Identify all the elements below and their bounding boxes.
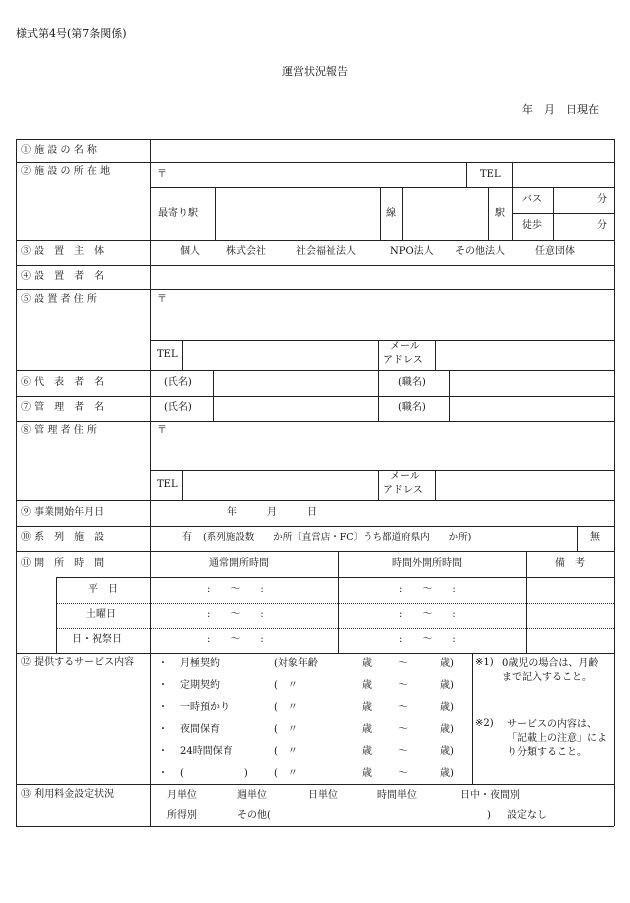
saturday-extra-time: : 〜 :: [399, 609, 456, 620]
walk-minutes: 分: [597, 220, 607, 231]
weekday-regular-time: : 〜 :: [207, 584, 264, 595]
fee-income-based[interactable]: 所得別: [167, 810, 197, 821]
service-sai: 歳: [362, 724, 372, 735]
fee-monthly[interactable]: 月単位: [167, 790, 197, 801]
form-number: 様式第4号(第7条関係): [16, 27, 127, 40]
label-facility-name: ① 施 設 の 名 称: [21, 145, 97, 156]
founder-option-npo[interactable]: NPO法人: [390, 246, 434, 257]
holiday-regular-time: : 〜 :: [207, 634, 264, 645]
service-bullet: ・: [158, 768, 168, 779]
tel-label: TEL: [480, 169, 501, 180]
founder-mail-label-1: メール: [390, 341, 420, 352]
service-tilde: 〜: [398, 658, 408, 669]
label-founder-address: ⑤ 設 置 者 住 所: [21, 294, 97, 305]
note1-text: 0歳児の場合は、月齢まで記入すること。: [502, 658, 599, 683]
bus-label: バス: [522, 194, 542, 205]
note2-text: サービスの内容は、「記載上の注意」により分類すること。: [507, 719, 607, 758]
service-sai2: 歳): [440, 724, 454, 735]
label-representative: ⑥ 代 表 者 名: [21, 377, 105, 388]
label-fee-settings: ⑬ 利用料金設定状況: [21, 789, 115, 800]
affiliated-detail: (系列施設数 か所〔直営店・FC〕うち都道府県内 か所): [203, 532, 472, 543]
service-sai: 歳: [362, 768, 372, 779]
manager-tel-label: TEL: [157, 479, 178, 490]
service-sai2: 歳): [440, 658, 454, 669]
founder-option-individual[interactable]: 個人: [180, 246, 200, 257]
service-name: 定期契約: [180, 680, 220, 691]
label-start-date: ⑨ 事業開始年月日: [21, 507, 105, 518]
service-name: ( ): [180, 768, 248, 779]
service-bullet: ・: [158, 724, 168, 735]
service-bullet: ・: [158, 658, 168, 669]
service-tilde: 〜: [398, 746, 408, 757]
fee-weekly[interactable]: 週単位: [237, 790, 267, 801]
label-services: ⑫ 提供するサービス内容: [21, 657, 135, 668]
founder-option-corporation[interactable]: 株式会社: [226, 246, 266, 257]
affiliated-yes[interactable]: 有: [182, 532, 192, 543]
manager-name-label: (氏名): [164, 402, 192, 413]
label-founder-name: ④ 設 置 者 名: [21, 271, 105, 282]
service-sai: 歳: [362, 658, 372, 669]
manager-postal-mark: 〒: [157, 425, 167, 436]
nearest-station-label: 最寄り駅: [158, 208, 198, 219]
service-name: 夜間保育: [180, 724, 220, 735]
service-tilde: 〜: [398, 680, 408, 691]
start-date-value: 年 月 日: [227, 507, 317, 518]
service-age: ( 〃: [274, 680, 298, 691]
service-age: ( 〃: [274, 724, 298, 735]
founder-mail-label-2: アドレス: [383, 355, 423, 366]
service-bullet: ・: [158, 702, 168, 713]
founder-option-other[interactable]: その他法人: [455, 246, 505, 257]
bus-minutes: 分: [597, 194, 607, 205]
weekday-extra-time: : 〜 :: [399, 584, 456, 595]
postal-mark: 〒: [157, 169, 167, 180]
service-sai2: 歳): [440, 746, 454, 757]
label-manager-address: ⑧ 管 理 者 住 所: [21, 425, 97, 436]
label-facility-address: ② 施 設 の 所 在 地: [21, 166, 111, 177]
rep-name-label: (氏名): [164, 377, 192, 388]
service-age: ( 〃: [274, 746, 298, 757]
service-sai2: 歳): [440, 702, 454, 713]
founder-option-voluntary[interactable]: 任意団体: [535, 246, 575, 257]
service-tilde: 〜: [398, 724, 408, 735]
founder-postal-mark: 〒: [157, 294, 167, 305]
service-bullet: ・: [158, 680, 168, 691]
note2-mark: ※2): [475, 718, 494, 729]
saturday-regular-time: : 〜 :: [207, 609, 264, 620]
service-sai: 歳: [362, 680, 372, 691]
service-sai2: 歳): [440, 680, 454, 691]
label-founder-type: ③ 設 置 主 体: [21, 246, 105, 257]
label-affiliated: ⑩ 系 列 施 設: [21, 532, 105, 543]
station-label: 駅: [495, 208, 505, 219]
service-name: 一時預かり: [180, 702, 230, 713]
regular-hours-header: 通常開所時間: [209, 558, 269, 569]
day-saturday: 土曜日: [86, 609, 116, 620]
line-label: 線: [386, 208, 396, 219]
service-tilde: 〜: [398, 768, 408, 779]
day-holiday: 日・祝祭日: [72, 634, 122, 645]
service-tilde: 〜: [398, 702, 408, 713]
label-manager: ⑦ 管 理 者 名: [21, 402, 105, 413]
holiday-extra-time: : 〜 :: [399, 634, 456, 645]
founder-tel-label: TEL: [157, 349, 178, 360]
service-name: 24時間保育: [180, 746, 233, 757]
service-age: ( 〃: [274, 768, 298, 779]
rep-title-label: (職名): [398, 377, 426, 388]
service-name: 月極契約: [180, 658, 220, 669]
service-age: ( 〃: [274, 702, 298, 713]
service-bullet: ・: [158, 746, 168, 757]
page-title: 運営状況報告: [282, 65, 348, 78]
service-sai2: 歳): [440, 768, 454, 779]
walk-label: 徒歩: [522, 220, 542, 231]
note1-mark: ※1): [475, 657, 494, 668]
extra-hours-header: 時間外開所時間: [392, 558, 462, 569]
fee-other-close: ): [487, 810, 491, 821]
fee-day-night[interactable]: 日中・夜間別: [460, 790, 520, 801]
fee-daily[interactable]: 日単位: [308, 790, 338, 801]
manager-title-label: (職名): [398, 402, 426, 413]
service-sai: 歳: [362, 702, 372, 713]
manager-mail-label-1: メール: [390, 471, 420, 482]
remarks-header: 備 考: [555, 558, 585, 569]
service-sai: 歳: [362, 746, 372, 757]
fee-other[interactable]: その他(: [237, 810, 271, 821]
founder-option-welfare[interactable]: 社会福祉法人: [296, 246, 356, 257]
label-opening-hours: ⑪ 開 所 時 間: [21, 558, 105, 569]
fee-none[interactable]: 設定なし: [507, 810, 547, 821]
service-age: (対象年齢: [274, 658, 318, 669]
report-date: 年 月 日現在: [522, 103, 599, 116]
manager-mail-label-2: アドレス: [383, 485, 423, 496]
fee-hourly[interactable]: 時間単位: [377, 790, 417, 801]
day-weekday: 平 日: [88, 584, 118, 595]
affiliated-no[interactable]: 無: [590, 532, 600, 543]
